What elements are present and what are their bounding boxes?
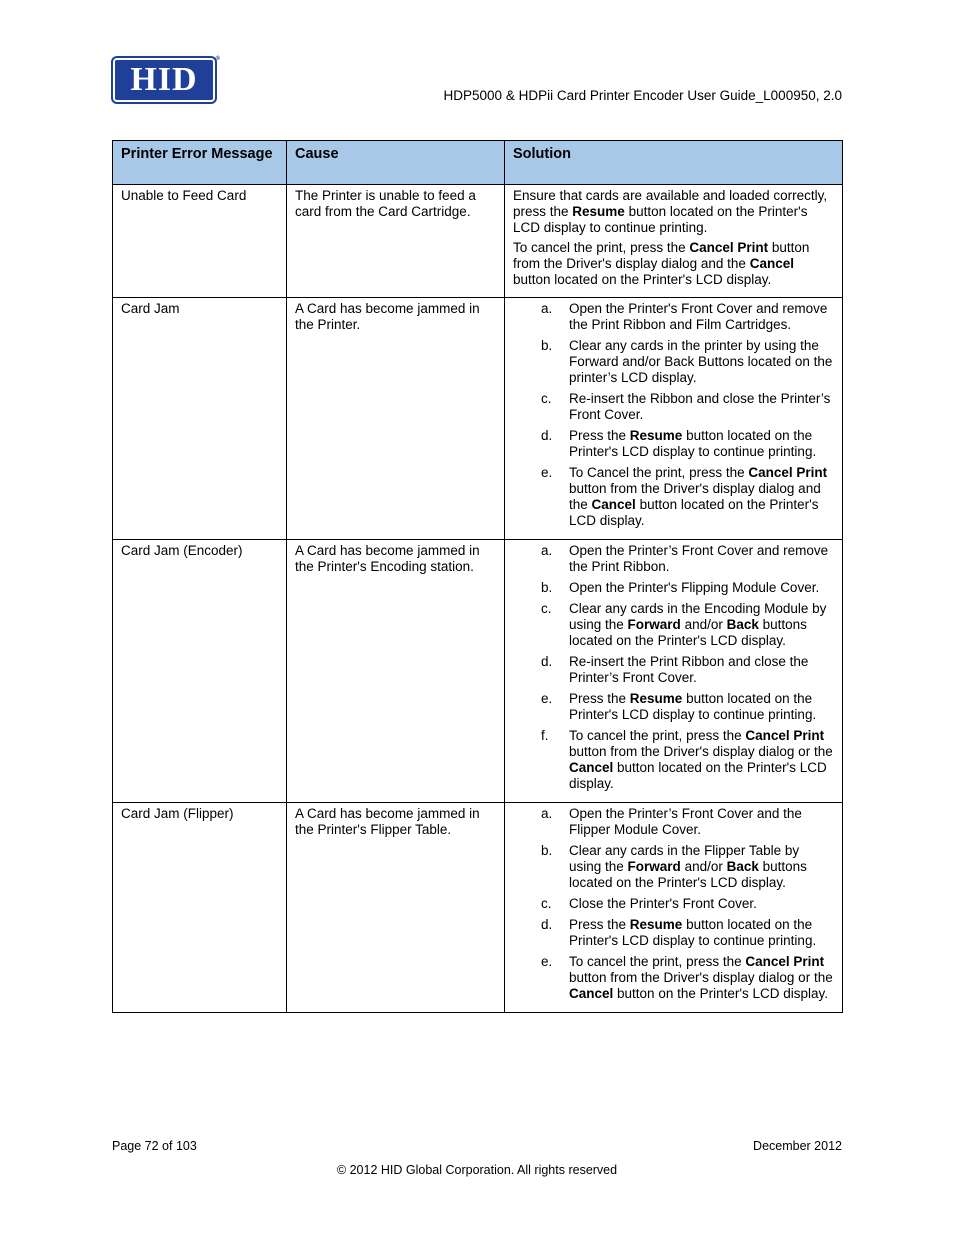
step-text (569, 465, 834, 529)
solution-step (513, 465, 834, 529)
error-message-cell: Card Jam (Encoder) (113, 540, 287, 803)
text-run: Close the Printer's Front Cover. (569, 896, 757, 911)
step-letter: e. (541, 465, 553, 480)
solution-cell (505, 298, 843, 540)
bold-term: Resume (629, 691, 683, 706)
step-text (569, 806, 834, 838)
text-run: button on the Printer's LCD display. (613, 986, 828, 1001)
text-run: Re-insert the Ribbon and close the Printer’s Front Cover. (569, 391, 831, 422)
text-run: Open the Printer's Front Cover and remove the Print Ribbon and Film Cartridges. (569, 301, 828, 332)
solution-step (513, 391, 834, 423)
bold-term: Cancel Print (748, 465, 828, 480)
cause-cell: A Card has become jammed in the Printer's Flipper Table. (287, 803, 505, 1013)
bold-term: Cancel (569, 760, 614, 775)
bold-term: Back (726, 617, 759, 632)
error-message-cell: Card Jam (113, 298, 287, 540)
cause-cell: A Card has become jammed in the Printer. (287, 298, 505, 540)
solution-steps (513, 543, 834, 792)
bold-term: Resume (629, 917, 683, 932)
text-run: button from the Driver's display dialog or the (569, 970, 833, 985)
bold-term: Forward (627, 859, 681, 874)
text-run: button located on the Printer's LCD display to continue printing. (513, 204, 808, 235)
text-run: Clear any cards in the Flipper Table by using the (569, 843, 800, 874)
step-text (569, 917, 834, 949)
step-letter: a. (541, 806, 553, 821)
text-run: Press the (569, 691, 630, 706)
text-run: Press the (569, 917, 630, 932)
header-cause: Cause (287, 141, 505, 185)
solution-step (513, 896, 834, 912)
step-text (569, 580, 834, 596)
step-text (569, 338, 834, 386)
text-run: Clear any cards in the printer by using the Forward and/or Back Buttons located on the printer’s LCD display. (569, 338, 833, 385)
solution-step (513, 301, 834, 333)
text-run: To Cancel the print, press the (569, 465, 749, 480)
solution-steps (513, 806, 834, 1002)
text-run: button located on the Printer's LCD display. (513, 272, 772, 287)
solution-step (513, 338, 834, 386)
solution-cell (505, 185, 843, 298)
solution-step (513, 428, 834, 460)
table-row (113, 803, 843, 1013)
text-run: Re-insert the Print Ribbon and close the Printer’s Front Cover. (569, 654, 809, 685)
text-run: button located on the Printer's LCD display. (569, 497, 819, 528)
solution-steps (513, 301, 834, 529)
step-letter: f. (541, 728, 549, 743)
table-row (113, 298, 843, 540)
error-message-cell: Card Jam (Flipper) (113, 803, 287, 1013)
text-run: button located on the Printer's LCD display to continue printing. (569, 917, 817, 948)
solution-cell (505, 540, 843, 803)
bold-term: Cancel (591, 497, 636, 512)
step-letter: a. (541, 543, 553, 558)
solution-step (513, 601, 834, 649)
error-message-cell: Unable to Feed Card (113, 185, 287, 298)
step-text (569, 543, 834, 575)
header-solution: Solution (505, 141, 843, 185)
solution-step (513, 806, 834, 838)
text-run: buttons located on the Printer's LCD display. (569, 617, 807, 648)
solution-step (513, 843, 834, 891)
text-run: and/or (680, 617, 727, 632)
step-letter: e. (541, 691, 553, 706)
bold-term: Cancel Print (745, 728, 825, 743)
step-text (569, 954, 834, 1002)
bold-term: Cancel Print (745, 954, 825, 969)
solution-step (513, 691, 834, 723)
registered-mark: ® (215, 56, 221, 62)
step-letter: b. (541, 338, 553, 353)
table-row (113, 540, 843, 803)
step-letter: c. (541, 391, 552, 406)
solution-step (513, 654, 834, 686)
step-text (569, 654, 834, 686)
text-run: Clear any cards in the Encoding Module by using the (569, 601, 827, 632)
header-printer-error-message: Printer Error Message (113, 141, 287, 185)
bold-term: Forward (627, 617, 681, 632)
step-letter: d. (541, 428, 553, 443)
text-run: Ensure that cards are available and loaded correctly, press the (513, 188, 828, 219)
step-letter: a. (541, 301, 553, 316)
page-number: Page 72 of 103 (112, 1139, 197, 1153)
solution-paragraph (513, 240, 834, 288)
cause-cell: A Card has become jammed in the Printer's Encoding station. (287, 540, 505, 803)
table-header-row (113, 141, 843, 185)
text-run: button located on the Printer's LCD display to continue printing. (569, 428, 817, 459)
bold-term: Back (726, 859, 759, 874)
logo-text: HID (130, 61, 198, 98)
step-text (569, 391, 834, 423)
text-run: To cancel the print, press the (513, 240, 690, 255)
text-run: button located on the Printer's LCD display. (569, 760, 827, 791)
document-title: HDP5000 & HDPii Card Printer Encoder User Guide_L000950, 2.0 (443, 88, 842, 103)
printer-error-table (112, 140, 843, 1013)
bold-term: Resume (572, 204, 625, 219)
text-run: Press the (569, 428, 630, 443)
bold-term: Cancel Print (689, 240, 769, 255)
hid-logo (113, 56, 221, 102)
step-text (569, 728, 834, 792)
text-run: button located on the Printer's LCD display to continue printing. (569, 691, 817, 722)
text-run: button from the Driver's display dialog and the (569, 481, 821, 512)
step-text (569, 301, 834, 333)
solution-step (513, 917, 834, 949)
bold-term: Cancel (569, 986, 614, 1001)
table-row (113, 185, 843, 298)
text-run: Open the Printer’s Front Cover and the Flipper Module Cover. (569, 806, 802, 837)
text-run: To cancel the print, press the (569, 954, 746, 969)
step-letter: d. (541, 917, 553, 932)
solution-step (513, 728, 834, 792)
text-run: button from the Driver's display dialog or the (569, 744, 833, 759)
copyright: © 2012 HID Global Corporation. All rights reserved (336, 1163, 618, 1177)
step-text (569, 601, 834, 649)
step-letter: b. (541, 843, 553, 858)
table-body (113, 185, 843, 1013)
step-letter: e. (541, 954, 553, 969)
step-text (569, 843, 834, 891)
bold-term: Resume (629, 428, 683, 443)
text-run: To cancel the print, press the (569, 728, 746, 743)
cause-cell: The Printer is unable to feed a card from the Card Cartridge. (287, 185, 505, 298)
step-letter: d. (541, 654, 553, 669)
step-text (569, 428, 834, 460)
solution-cell (505, 803, 843, 1013)
text-run: buttons located on the Printer's LCD display. (569, 859, 807, 890)
text-run: Open the Printer’s Front Cover and remove the Print Ribbon. (569, 543, 829, 574)
step-letter: c. (541, 896, 552, 911)
publish-date: December 2012 (753, 1139, 842, 1153)
solution-step (513, 954, 834, 1002)
step-letter: c. (541, 601, 552, 616)
step-letter: b. (541, 580, 553, 595)
step-text (569, 896, 834, 912)
solution-step (513, 543, 834, 575)
solution-step (513, 580, 834, 596)
bold-term: Cancel (749, 256, 794, 271)
text-run: Open the Printer's Flipping Module Cover. (569, 580, 820, 595)
text-run: and/or (680, 859, 727, 874)
step-text (569, 691, 834, 723)
text-run: button from the Driver's display dialog and the (513, 240, 810, 271)
solution-paragraph (513, 188, 834, 236)
